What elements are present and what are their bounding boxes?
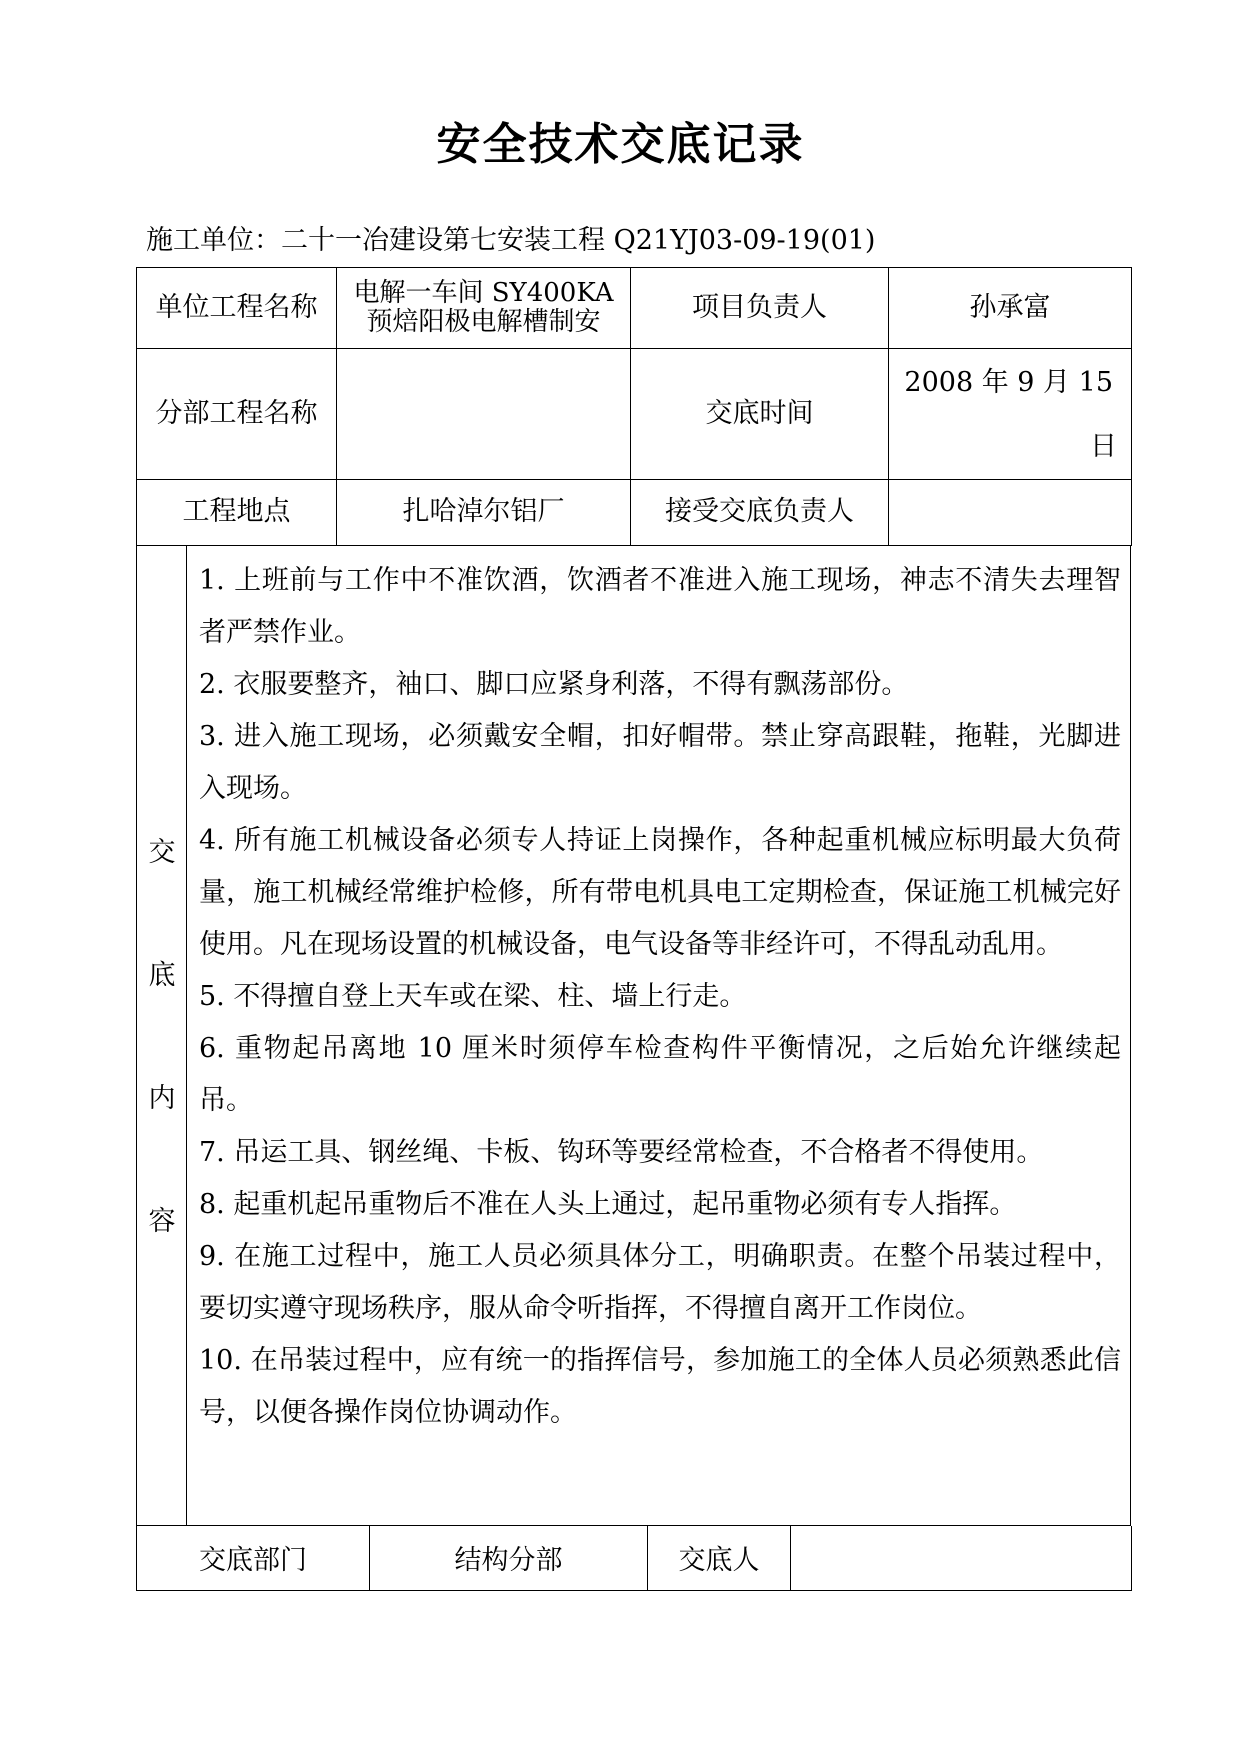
- date-line2: 日: [1090, 431, 1117, 462]
- person-label: 交底人: [648, 1526, 791, 1590]
- row-project: [137, 268, 1132, 349]
- side-char: 内: [148, 1083, 176, 1114]
- location-value: 扎哈淖尔铝厂: [337, 480, 631, 546]
- content-item: 7. 吊运工具、钢丝绳、卡板、钩环等要经常检查，不合格者不得使用。: [199, 1137, 1044, 1168]
- sub-project-label: 分部工程名称: [137, 349, 337, 480]
- row-footer: [137, 1526, 1132, 1590]
- dept-label: 交底部门: [137, 1526, 370, 1590]
- dept-value: 结构分部: [370, 1526, 648, 1590]
- content-item: 5. 不得擅自登上天车或在梁、柱、墙上行走。: [199, 981, 747, 1012]
- construction-unit-value: 二十一冶建设第七安装工程 Q21YJ03-09-19(01): [281, 225, 876, 256]
- record-form: [136, 267, 1131, 1590]
- date-line1: 2008 年 9 月 15: [904, 367, 1113, 398]
- date-value: [889, 349, 1132, 480]
- row-location: [137, 480, 1132, 546]
- project-name-label: 单位工程名称: [137, 268, 337, 349]
- project-name-line1: 电解一车间 SY400KA: [353, 278, 614, 309]
- construction-unit-label: 施工单位：: [146, 225, 281, 256]
- side-char: 交: [148, 837, 176, 868]
- header-table: [136, 267, 1132, 546]
- manager-value: 孙承富: [889, 268, 1132, 349]
- content-item: 6. 重物起吊离地 10 厘米时须停车检查构件平衡情况，之后始允许继续起吊。: [199, 1033, 1121, 1116]
- receiver-label: 接受交底负责人: [631, 480, 889, 546]
- footer-table: [136, 1526, 1132, 1591]
- location-label: 工程地点: [137, 480, 337, 546]
- content-item: 1. 上班前与工作中不准饮酒，饮酒者不准进入施工现场，神志不清失去理智者严禁作业。: [199, 565, 1121, 648]
- side-char: 容: [148, 1206, 176, 1237]
- content-item: 9. 在施工过程中，施工人员必须具体分工，明确职责。在整个吊装过程中，要切实遵守现场秩序，服从命令听指挥，不得擅自离开工作岗位。: [199, 1241, 1121, 1324]
- sub-project-value: [337, 349, 631, 480]
- project-name-value: [337, 268, 631, 349]
- content-item: 4. 所有施工机械设备必须专人持证上岗操作，各种起重机械应标明最大负荷量，施工机械经常维护检修，所有带电机具电工定期检查，保证施工机械完好使用。凡在现场设置的机械设备，电气设备等非经许可，不得乱动乱用。: [199, 825, 1121, 960]
- date-label: 交底时间: [631, 349, 889, 480]
- receiver-value: [889, 480, 1132, 546]
- content-item: 2. 衣服要整齐，袖口、脚口应紧身利落，不得有飘荡部份。: [199, 669, 909, 700]
- manager-label: 项目负责人: [631, 268, 889, 349]
- project-name-line2: 预焙阳极电解槽制安: [366, 307, 601, 337]
- briefing-content-section: [136, 545, 1131, 1526]
- content-items: [199, 555, 1121, 1439]
- side-char: 底: [148, 960, 176, 991]
- construction-unit-line: [146, 218, 875, 257]
- document-title: 安全技术交底记录: [436, 119, 805, 170]
- content-item: 3. 进入施工现场，必须戴安全帽，扣好帽带。禁止穿高跟鞋，拖鞋，光脚进入现场。: [199, 721, 1121, 804]
- content-side-label: [137, 545, 187, 1525]
- person-value: [791, 1526, 1132, 1590]
- row-sub-project: [137, 349, 1132, 480]
- content-item: 8. 起重机起吊重物后不准在人头上通过，起吊重物必须有专人指挥。: [199, 1189, 1017, 1220]
- content-item: 10. 在吊装过程中，应有统一的指挥信号，参加施工的全体人员必须熟悉此信号，以便各操作岗位协调动作。: [199, 1345, 1121, 1428]
